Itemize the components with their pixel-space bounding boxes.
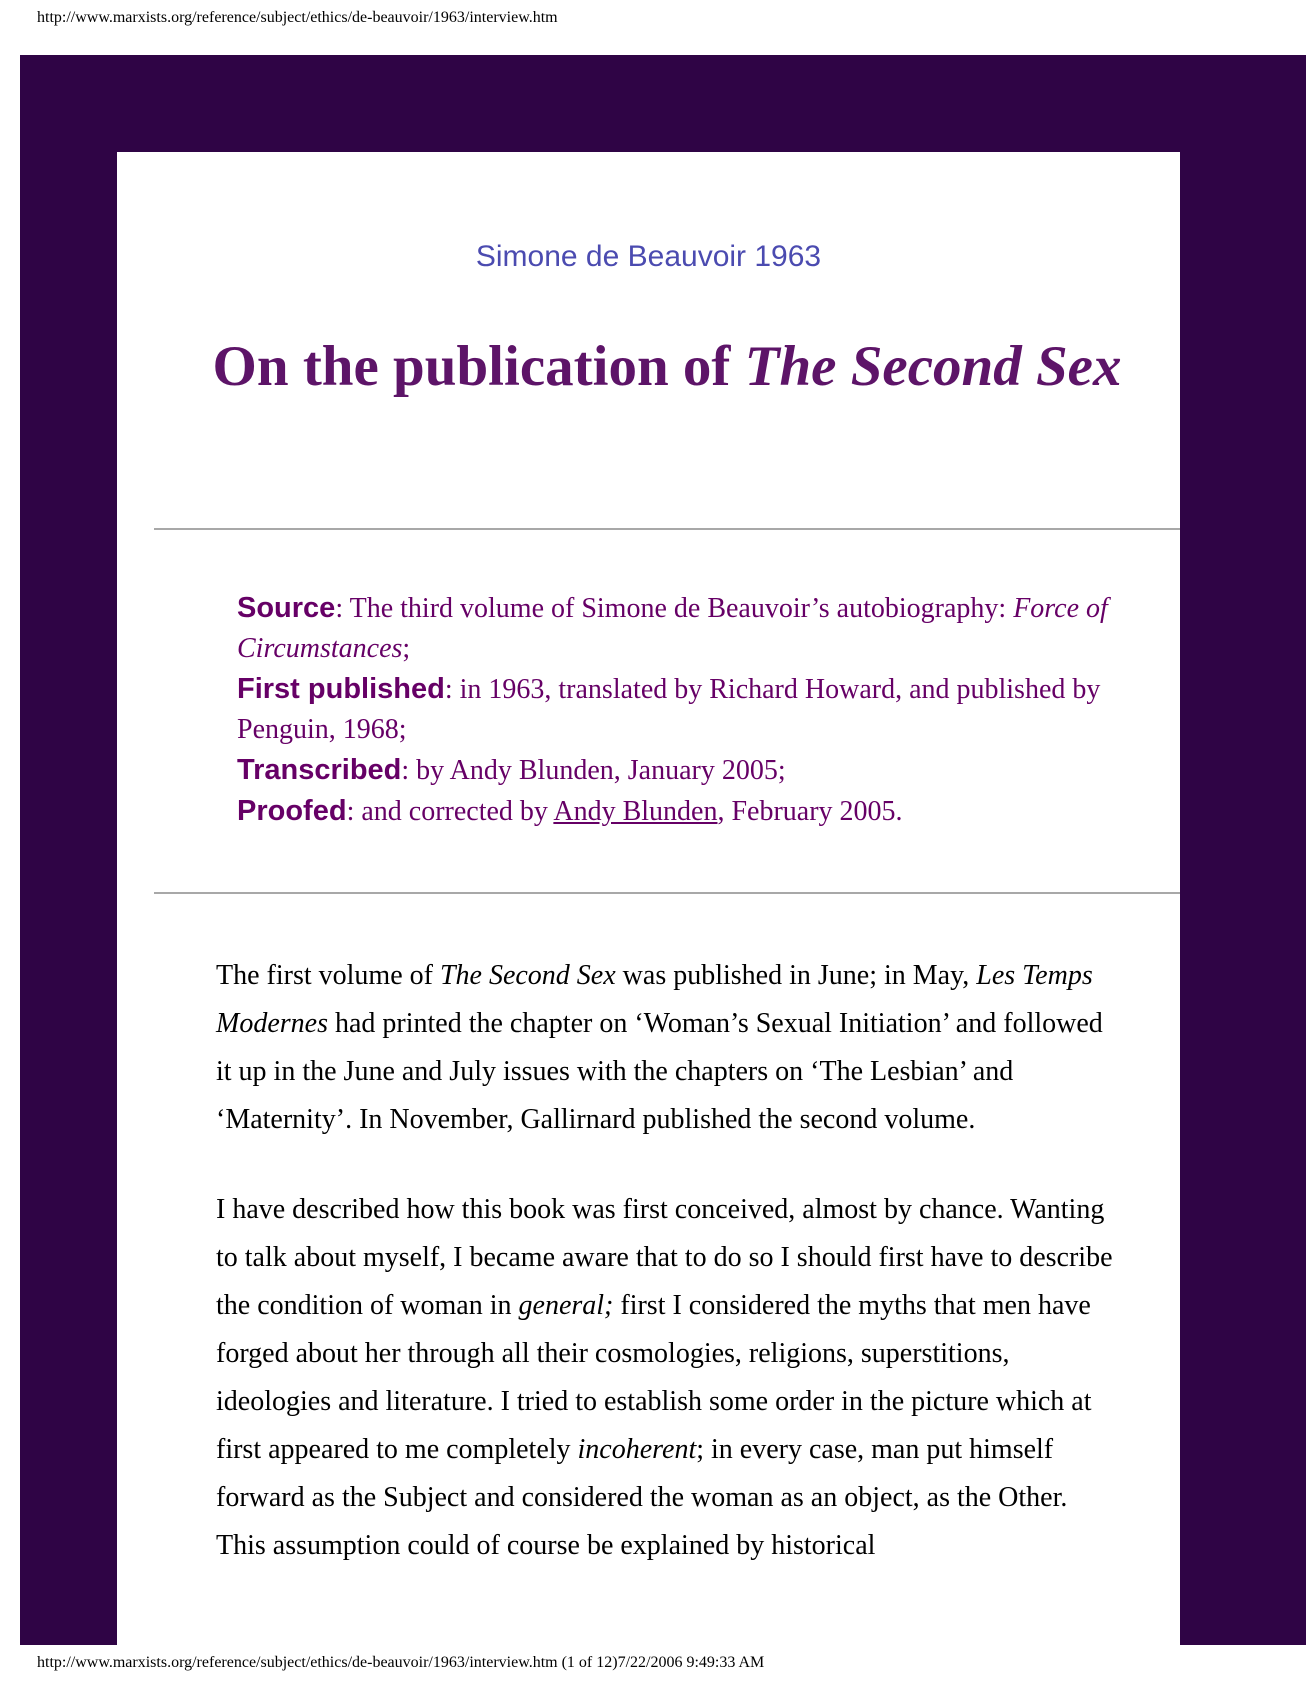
title-plain: On the publication of (212, 335, 745, 398)
divider-top (154, 528, 1180, 530)
source-text-end: ; (402, 633, 411, 664)
p1-text-c: had printed the chapter on ‘Woman’s Sexual Initiation’ and followed it up in the June and July issues with the chapters on ‘The Lesbian’ and ‘Maternity’. In November, Gallirnard published the second volume. (216, 1008, 1103, 1135)
proofed-label: Proofed (237, 795, 347, 827)
author-year-subtitle: Simone de Beauvoir 1963 (475, 240, 822, 273)
source-text: : The third volume of Simone de Beauvoir’s autobiography: (335, 593, 1014, 624)
proofreader-link[interactable]: Andy Blunden (553, 796, 718, 827)
article-body (216, 952, 1116, 1612)
print-footer-url: http://www.marxists.org/reference/subject/ethics/de-beauvoir/1963/interview.htm (1 of 12)7/22/2006 9:49:33 AM (37, 1654, 765, 1671)
paragraph-2 (216, 1186, 1116, 1570)
first-published-label: First published (237, 673, 445, 705)
print-header-url: http://www.marxists.org/reference/subject/ethics/de-beauvoir/1963/interview.htm (37, 9, 558, 26)
source-info (237, 588, 1137, 832)
p2-text-b: first I considered the myths that men have forged about her through all their cosmologies, religions, superstitions, ideologies and literature. I tried to establish some order in the picture which at first appeared to me completely (216, 1290, 1092, 1465)
p1-text-b: was published in June; in May, (615, 960, 977, 991)
content-panel (117, 152, 1180, 1672)
paragraph-1 (216, 952, 1116, 1144)
transcribed-text: : by Andy Blunden, January 2005; (401, 755, 786, 786)
p1-italic-book: The Second Sex (439, 960, 616, 991)
page-title (177, 332, 1157, 401)
p2-text-c: ; in every case, man put himself forward as the Subject and considered the woman as an object, as the Other. This assumption could of course be explained by historical (216, 1434, 1068, 1561)
source-label: Source (237, 592, 336, 624)
divider-bottom (154, 892, 1180, 894)
title-italic: The Second Sex (744, 335, 1122, 398)
proofed-text: : and corrected by (346, 796, 554, 827)
p2-italic-general: general; (518, 1290, 614, 1321)
transcribed-label: Transcribed (237, 754, 402, 786)
proofed-text-end: , February 2005. (717, 796, 903, 827)
first-published-text: : in 1963, translated by Richard Howard, and published by Penguin, 1968; (237, 674, 1101, 745)
p1-italic-journal: Les Temps Modernes (216, 960, 1093, 1039)
source-book-title: Force of Circumstances (237, 593, 1108, 664)
p2-text-a: I have described how this book was first conceived, almost by chance. Wanting to talk about myself, I became aware that to do so I should first have to describe the condition of woman in (216, 1194, 1113, 1321)
p1-text-a: The first volume of (216, 960, 440, 991)
page-frame (20, 55, 1306, 1645)
p2-italic-incoherent: incoherent (577, 1434, 697, 1465)
